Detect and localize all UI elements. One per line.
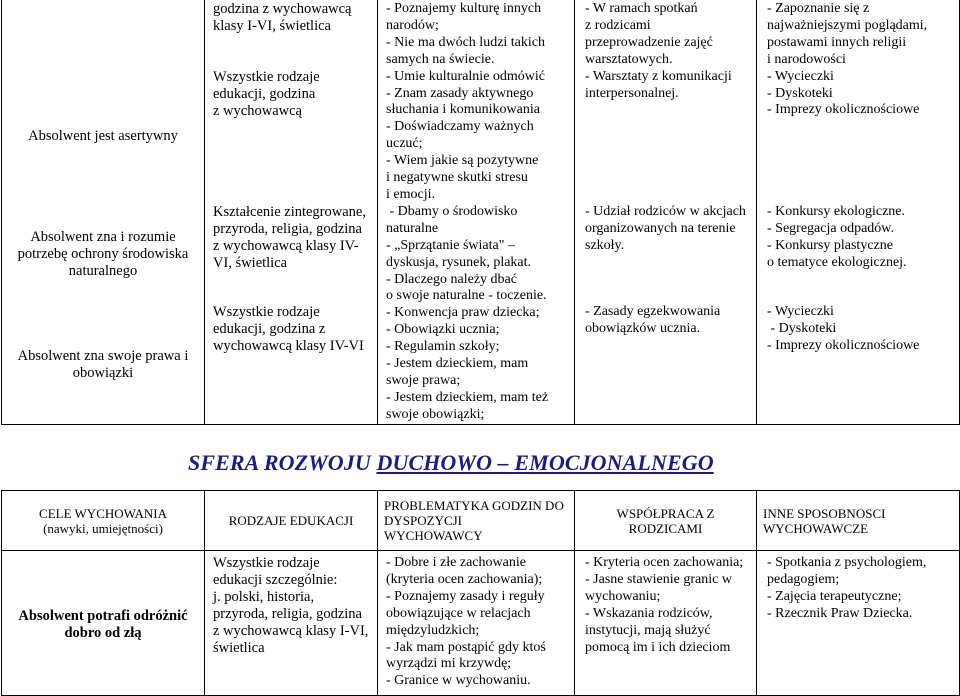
topics-cell [378,0,575,424]
text-line: i negatywne skutki stresu [386,170,528,186]
text-line: - Granice w wychowaniu. [386,673,531,689]
section-title-part: EMOCJONALNEGO [514,450,714,475]
goals-cell [2,0,205,424]
text-line: przyroda, religia, godzina [213,606,362,622]
text-line: pedagogiem; [767,571,840,587]
header-sublabel: (nawyki, umiejętności) [43,520,163,536]
text-line: świetlica [213,640,265,656]
text-line: j. polski, historia, [213,589,315,605]
header-goals [2,491,205,551]
other-cell [757,0,960,424]
text-line: naturalne [386,220,439,236]
table-row [2,0,960,424]
parents-cell [575,551,757,696]
text-line: wychowawcą klasy IV-VI [213,338,364,354]
header-label: INNE SPOSOBNOSCI [763,505,886,521]
text-line: wyrządzi mi krzywdę; [386,656,512,672]
text-line: - Konkursy plastyczne [767,237,893,253]
text-line: - Spotkania z psychologiem, [767,555,927,570]
text-line: - Poznajemy kulturę innych [386,1,542,16]
text-line: - Dbamy o środowisko [386,203,518,219]
text-line: - Dlaczego należy dbać [386,271,517,287]
text-line: - Jasne stawienie granic w [585,571,732,587]
section-title-part: – [492,450,515,475]
goal-text: Absolwent zna swoje prawa i obowiązki [17,348,189,382]
topics-cell [378,551,575,696]
text-line: z wychowawcą [213,103,302,119]
header-label: CELE WYCHOWANIA [39,505,167,521]
text-line: - Jak mam postąpić gdy ktoś [386,639,546,655]
text-line: - Segregacja odpadów. [767,220,894,236]
text-line: - Konkursy ekologiczne. [767,204,906,219]
text-line: Wszystkie rodzaje [213,555,320,571]
text-line: warsztatowych. [585,51,673,67]
text-line: godzina z wychowawcą [213,1,352,17]
header-label: WYCHOWAWCZE [763,520,869,536]
header-label: DYSPOZYCJI [384,513,463,528]
text-line: VI, świetlica [213,255,288,271]
text-line: - Poznajemy zasady i reguły [386,588,545,604]
text-line: interpersonalnej. [585,85,679,101]
kinds-cell [205,0,378,424]
text-line: edukacji, godzina z [213,321,326,337]
other-cell [757,551,960,696]
text-line: pomocą im i ich dzieciom [585,639,731,655]
text-line: dyskusja, rysunek, plakat. [386,254,532,270]
header-label: PROBLEMATYKA GODZIN DO [384,498,564,513]
text-line: - Jestem dzieckiem, mam też [386,389,549,405]
text-line: Wszystkie rodzaje [213,304,320,320]
text-line: i emocji. [386,186,435,202]
text-line: z wychowawcą klasy IV- [213,238,359,254]
text-line: szkoły. [585,237,625,253]
text-line: - Doświadczamy ważnych [386,119,534,135]
text-line: przeprowadzenie zajęć [585,34,713,50]
text-line: - Umie kulturalnie odmówić [386,68,546,84]
table-row [2,551,960,696]
text-line: - Wycieczki [767,68,834,84]
text-line: - Wskazania rodziców, [585,605,713,621]
text-line: - Dyskoteki [767,320,837,336]
header-topics [378,491,575,551]
header-row [2,491,960,551]
text-line: Kształcenie zintegrowane, [213,204,366,220]
text-line: postawami innych religii [767,34,907,50]
top-table [1,0,960,425]
text-line: - Wycieczki [767,304,834,319]
header-other [757,491,960,551]
text-line: samych na świecie. [386,51,495,67]
text-line: - Rzecznik Praw Dziecka. [767,605,913,621]
text-line: - W ramach spotkań [585,1,698,16]
text-line: - Warsztaty z komunikacji [585,68,732,84]
text-line: Wszystkie rodzaje [213,69,320,85]
text-line: narodów; [386,17,439,33]
text-line: - Wiem jakie są pozytywne [386,153,539,169]
text-line: uczuć; [386,136,423,152]
text-line: i narodowości [767,51,846,67]
section-title-part: SFERA ROZWOJU [188,450,377,475]
text-line: o swoje naturalne - toczenie. [386,288,547,304]
text-line: z rodzicami [585,17,651,33]
text-line: - Dyskoteki [767,85,833,101]
text-line: - Znam zasady aktywnego [386,85,534,101]
text-line: - Nie ma dwóch ludzi takich [386,34,546,50]
text-line: - Imprezy okolicznościowe [767,337,920,353]
text-line: - Zapoznanie się z [767,1,870,16]
bottom-table [1,490,960,696]
section-title [188,450,714,476]
text-line: edukacji, godzina [213,86,316,102]
text-line: (kryteria ocen zachowania); [386,571,543,587]
text-line: obowiązków ucznia. [585,320,701,336]
text-line: słuchania i komunikowania [386,102,540,118]
text-line: - Konwencja praw dziecka; [386,305,540,321]
kinds-cell [205,551,378,696]
text-line: międzyludzkich; [386,622,480,638]
text-line: - Kryteria ocen zachowania; [585,555,744,570]
text-line: - Imprezy okolicznościowe [767,102,920,118]
text-line: przyroda, religia, godzina [213,221,362,237]
section-title-part: DUCHOWO [376,450,493,475]
header-label: WYCHOWAWCY [384,528,483,543]
text-line: - Regulamin szkoły; [386,339,500,355]
text-line: - Udział rodziców w akcjach [585,204,746,219]
text-line: wychowaniu; [585,588,661,604]
header-kinds [205,491,378,551]
text-line: obowiązujące w relacjach [386,605,531,621]
text-line: o tematyce ekologicznej. [767,254,907,270]
text-line: - Obowiązki ucznia; [386,322,500,338]
goal-cell [2,551,205,696]
text-line: - „Sprzątanie świata" – [386,237,515,253]
parents-cell [575,0,757,424]
text-line: swoje obowiązki; [386,406,485,422]
text-line: najważniejszymi poglądami, [767,17,928,33]
text-line: - Jestem dzieckiem, mam [386,356,529,372]
header-parents [575,491,757,551]
text-line: swoje prawa; [386,372,461,388]
goal-text: Absolwent potrafi odróżnić dobro od złą [18,608,188,641]
goal-text: Absolwent zna i rozumie potrzebę ochrony środowiska naturalnego [17,229,189,280]
header-label: RODZAJE EDUKACJI [228,513,354,528]
text-line: instytucji, mają służyć [585,622,711,638]
text-line: klasy I-VI, świetlica [213,18,331,34]
text-line: edukacji szczególnie: [213,572,338,588]
text-line: - Dobre i złe zachowanie [386,555,526,570]
text-line: - Zajęcia terapeutyczne; [767,588,902,604]
header-label: WSPÓŁPRACA Z RODZICAMI [616,505,715,536]
text-line: organizowanych na terenie [585,220,736,236]
text-line: - Zasady egzekwowania [585,304,721,319]
text-line: z wychowawcą klasy I-VI, [213,623,369,639]
goal-text: Absolwent jest asertywny [28,128,178,145]
